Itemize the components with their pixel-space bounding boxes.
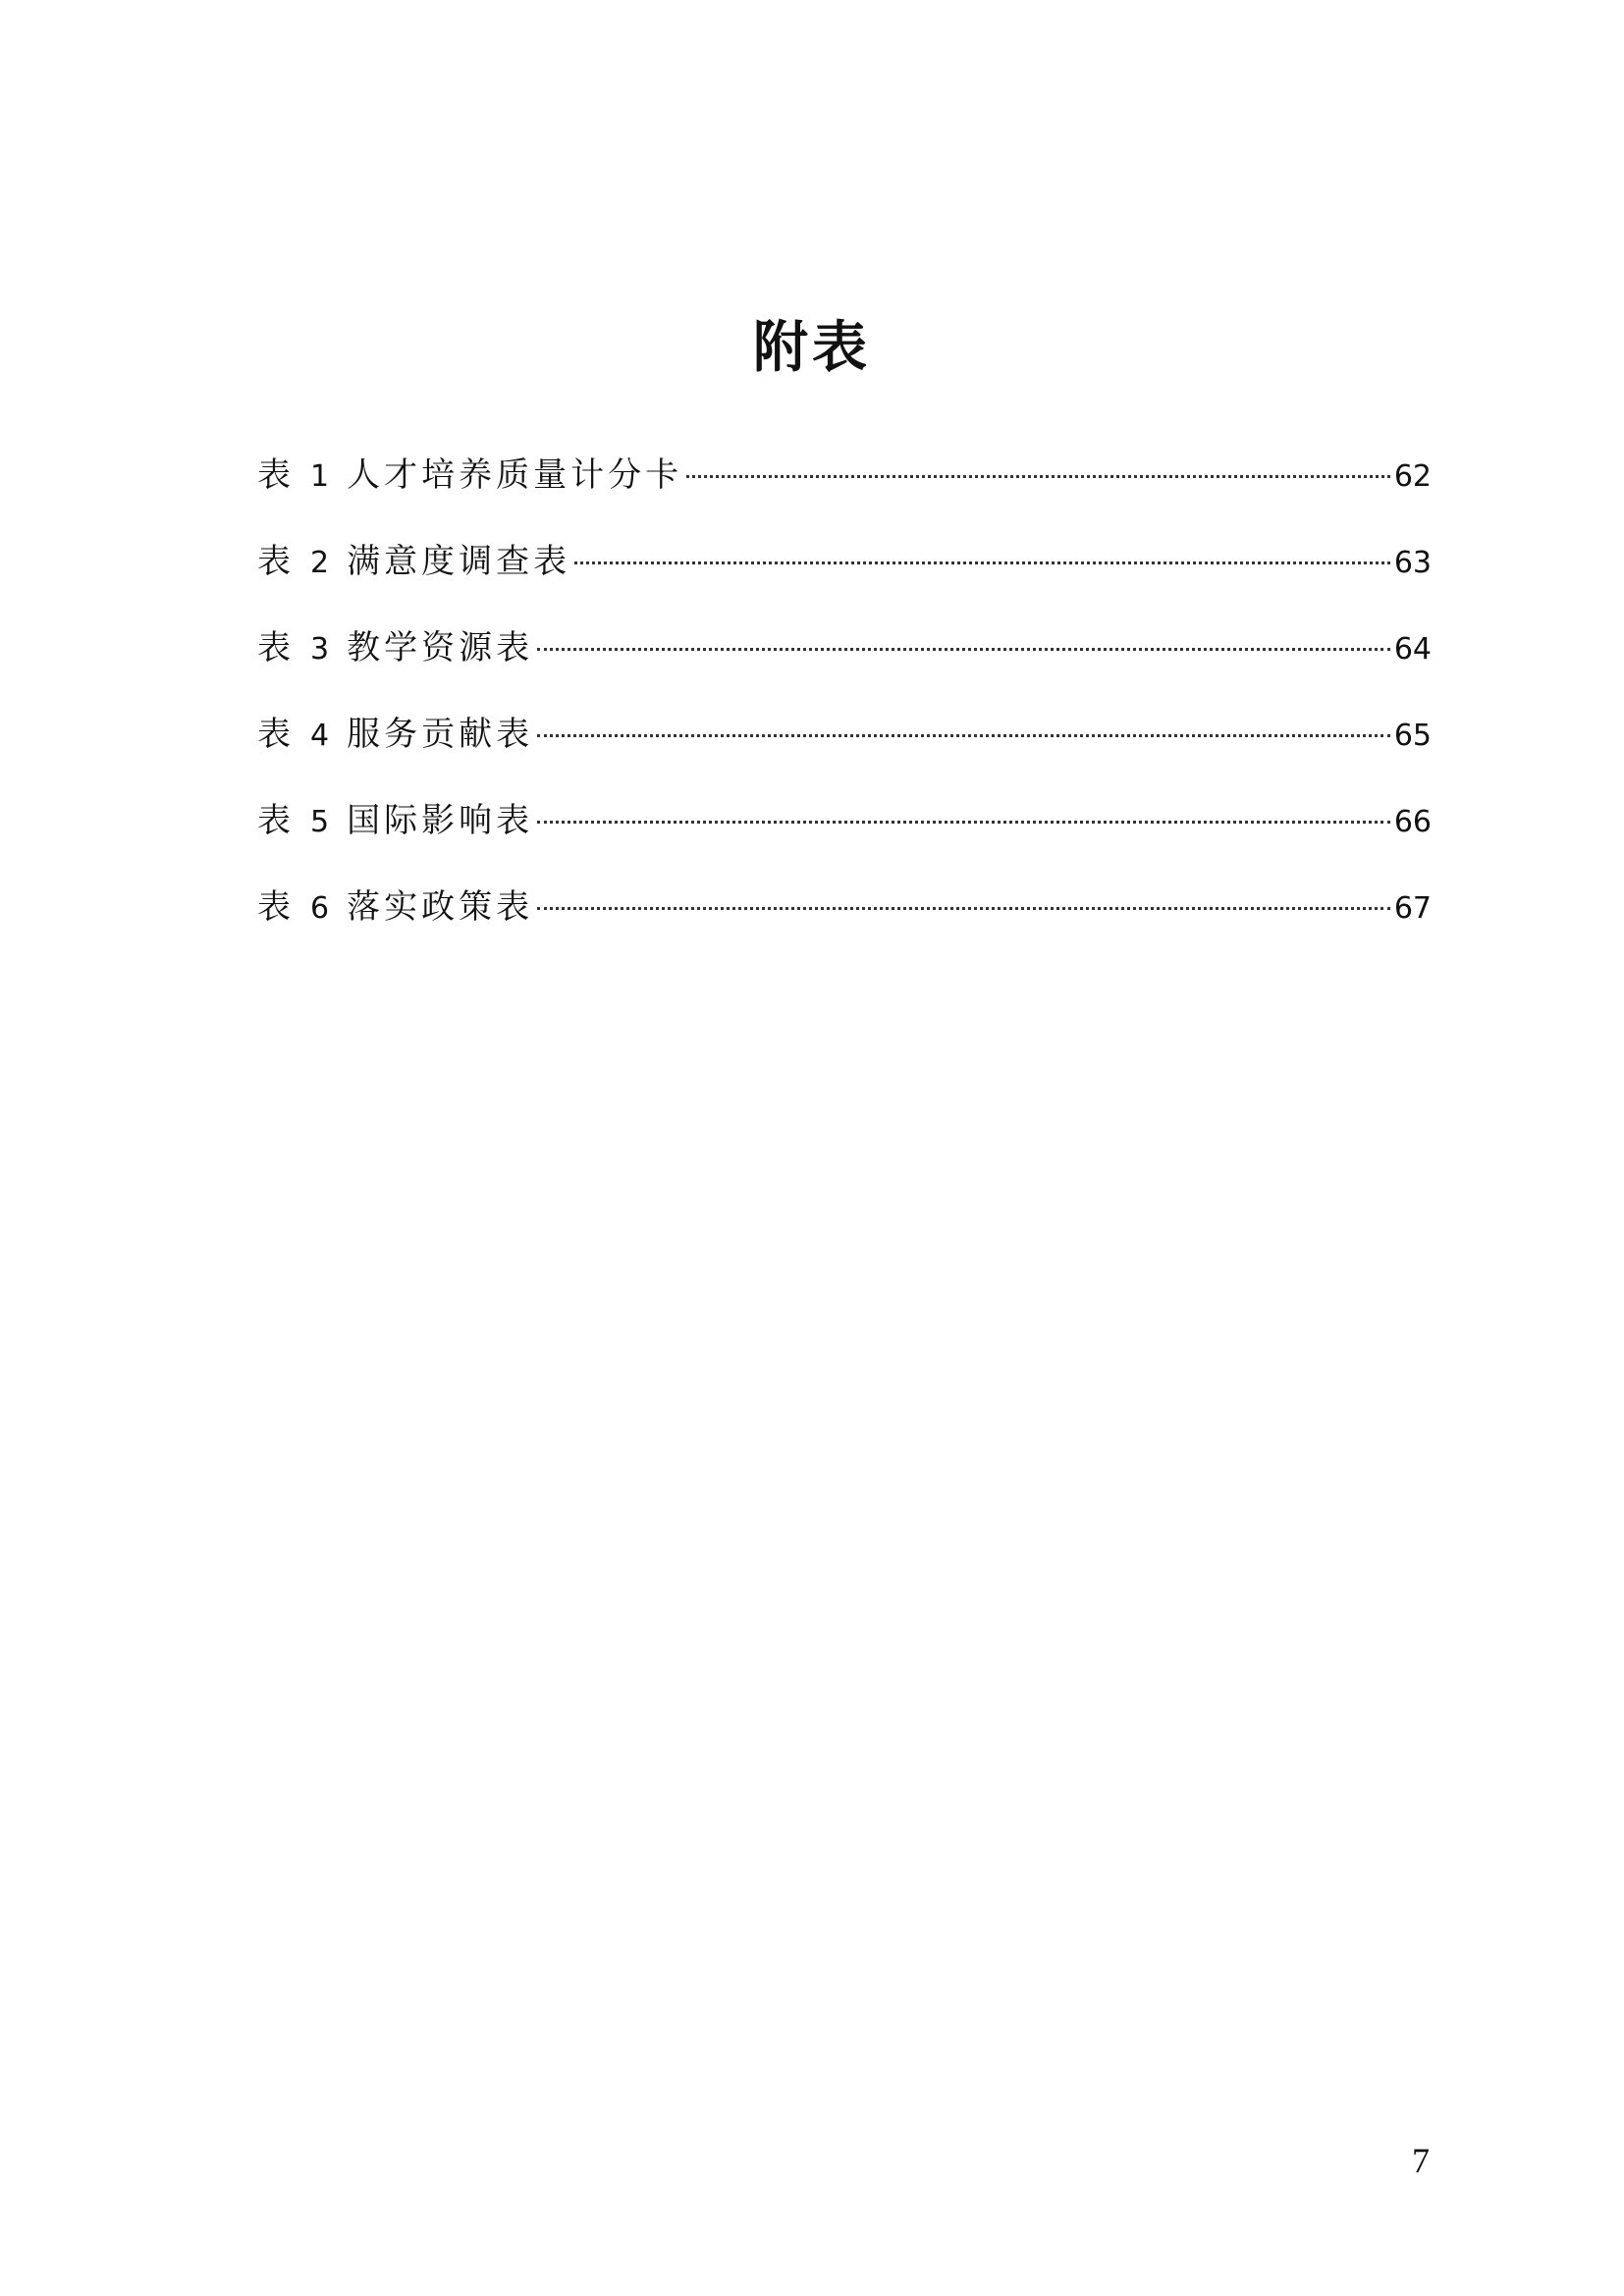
toc-entry-prefix: 表 <box>257 887 293 927</box>
toc-entry-label: 国际影响表 <box>347 801 534 840</box>
table-of-contents <box>257 450 1432 968</box>
toc-entry-page: 67 <box>1393 891 1432 926</box>
toc-leader-dots <box>574 561 1390 564</box>
toc-entry[interactable] <box>257 709 1432 795</box>
toc-entry-label: 满意度调查表 <box>347 542 571 581</box>
toc-leader-dots <box>537 734 1390 737</box>
toc-entry-label: 落实政策表 <box>347 887 534 927</box>
toc-entry[interactable] <box>257 795 1432 881</box>
toc-entry-label: 教学资源表 <box>347 628 534 667</box>
toc-entry[interactable] <box>257 536 1432 622</box>
toc-entry-page: 66 <box>1393 805 1432 839</box>
toc-leader-dots <box>537 907 1390 910</box>
toc-entry-page: 64 <box>1393 632 1432 667</box>
toc-entry-number: 6 <box>310 891 330 926</box>
toc-entry-prefix: 表 <box>257 801 293 840</box>
toc-entry[interactable] <box>257 622 1432 709</box>
page-title: 附表 <box>753 315 871 380</box>
toc-entry-label: 人才培养质量计分卡 <box>347 455 683 495</box>
toc-entry-prefix: 表 <box>257 715 293 754</box>
toc-entry[interactable] <box>257 881 1432 968</box>
toc-leader-dots <box>537 821 1390 824</box>
toc-entry-prefix: 表 <box>257 455 293 495</box>
page-number: 7 <box>1412 2141 1430 2180</box>
toc-entry-page: 62 <box>1393 459 1432 494</box>
toc-entry-page: 65 <box>1393 719 1432 753</box>
toc-leader-dots <box>686 475 1390 478</box>
toc-entry-prefix: 表 <box>257 542 293 581</box>
toc-entry-number: 2 <box>310 546 330 580</box>
toc-entry-number: 1 <box>310 459 330 494</box>
toc-leader-dots <box>537 648 1390 651</box>
toc-entry-number: 4 <box>310 719 330 753</box>
toc-entry-page: 63 <box>1393 546 1432 580</box>
toc-entry-number: 3 <box>310 632 330 667</box>
toc-entry-number: 5 <box>310 805 330 839</box>
toc-entry-label: 服务贡献表 <box>347 715 534 754</box>
toc-entry[interactable] <box>257 450 1432 536</box>
toc-entry-prefix: 表 <box>257 628 293 667</box>
